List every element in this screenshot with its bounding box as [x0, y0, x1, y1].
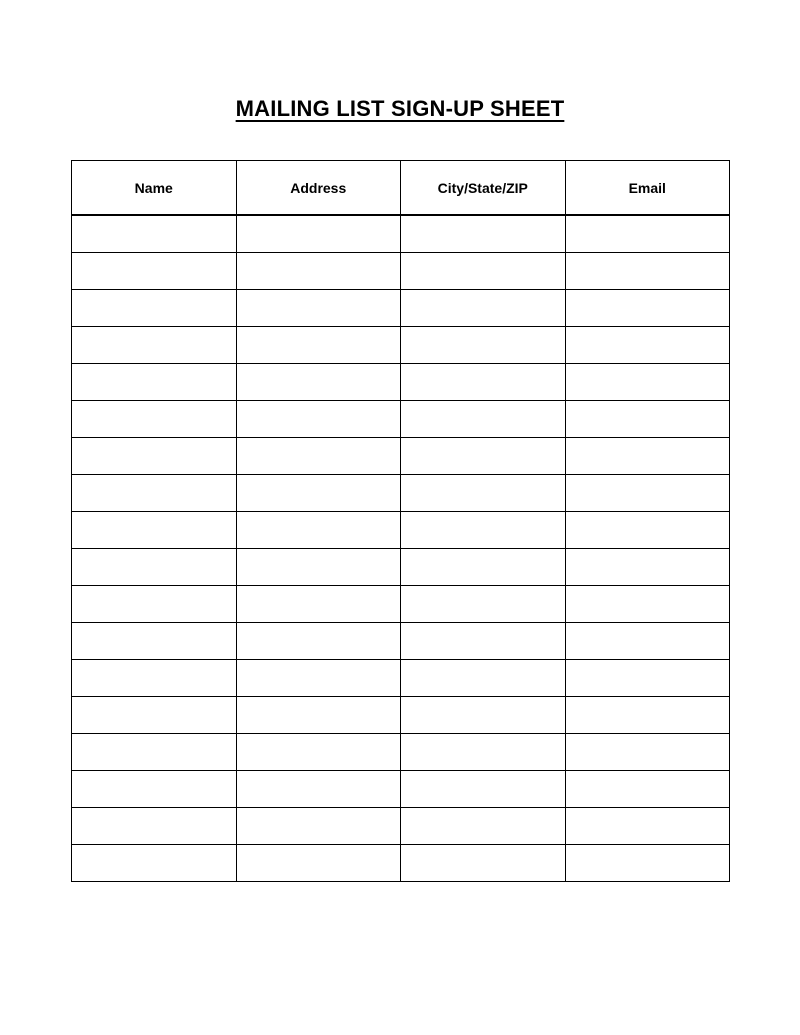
city-state-zip-input[interactable]	[401, 253, 565, 289]
cell-address	[236, 808, 401, 845]
cell-email	[565, 660, 730, 697]
city-state-zip-input[interactable]	[401, 734, 565, 770]
email-input[interactable]	[566, 549, 730, 585]
cell-name	[72, 734, 237, 771]
name-input[interactable]	[72, 771, 236, 807]
table-row	[72, 253, 730, 290]
address-input[interactable]	[237, 549, 401, 585]
address-input[interactable]	[237, 623, 401, 659]
cell-city-state-zip	[401, 438, 566, 475]
email-input[interactable]	[566, 327, 730, 363]
cell-address	[236, 475, 401, 512]
cell-email	[565, 290, 730, 327]
cell-city-state-zip	[401, 808, 566, 845]
cell-email	[565, 697, 730, 734]
cell-address	[236, 623, 401, 660]
city-state-zip-input[interactable]	[401, 475, 565, 511]
cell-city-state-zip	[401, 215, 566, 253]
address-input[interactable]	[237, 808, 401, 844]
cell-city-state-zip	[401, 771, 566, 808]
email-input[interactable]	[566, 808, 730, 844]
address-input[interactable]	[237, 586, 401, 622]
cell-city-state-zip	[401, 327, 566, 364]
cell-name	[72, 660, 237, 697]
cell-city-state-zip	[401, 845, 566, 882]
cell-name	[72, 845, 237, 882]
table-row	[72, 660, 730, 697]
cell-name	[72, 512, 237, 549]
email-input[interactable]	[566, 475, 730, 511]
name-input[interactable]	[72, 734, 236, 770]
email-input[interactable]	[566, 512, 730, 548]
cell-city-state-zip	[401, 364, 566, 401]
column-header-address: Address	[236, 161, 401, 216]
table-row	[72, 512, 730, 549]
name-input[interactable]	[72, 549, 236, 585]
cell-name	[72, 401, 237, 438]
cell-name	[72, 253, 237, 290]
cell-address	[236, 845, 401, 882]
address-input[interactable]	[237, 290, 401, 326]
cell-email	[565, 808, 730, 845]
email-input[interactable]	[566, 734, 730, 770]
table-header-row	[72, 161, 730, 216]
cell-city-state-zip	[401, 512, 566, 549]
table-row	[72, 586, 730, 623]
email-input[interactable]	[566, 660, 730, 696]
email-input[interactable]	[566, 401, 730, 437]
address-input[interactable]	[237, 845, 401, 881]
city-state-zip-input[interactable]	[401, 327, 565, 363]
table-body	[72, 215, 730, 882]
city-state-zip-input[interactable]	[401, 401, 565, 437]
city-state-zip-input[interactable]	[401, 216, 565, 252]
cell-address	[236, 549, 401, 586]
cell-address	[236, 586, 401, 623]
cell-email	[565, 253, 730, 290]
table-row	[72, 327, 730, 364]
table-row	[72, 808, 730, 845]
cell-email	[565, 586, 730, 623]
cell-address	[236, 438, 401, 475]
name-input[interactable]	[72, 216, 236, 252]
city-state-zip-input[interactable]	[401, 364, 565, 400]
cell-city-state-zip	[401, 586, 566, 623]
table-row	[72, 438, 730, 475]
name-input[interactable]	[72, 364, 236, 400]
cell-city-state-zip	[401, 401, 566, 438]
cell-email	[565, 327, 730, 364]
address-input[interactable]	[237, 401, 401, 437]
table-row	[72, 290, 730, 327]
email-input[interactable]	[566, 845, 730, 881]
address-input[interactable]	[237, 771, 401, 807]
cell-email	[565, 475, 730, 512]
address-input[interactable]	[237, 364, 401, 400]
email-input[interactable]	[566, 216, 730, 252]
cell-name	[72, 586, 237, 623]
address-input[interactable]	[237, 660, 401, 696]
cell-address	[236, 327, 401, 364]
table-row	[72, 734, 730, 771]
cell-name	[72, 215, 237, 253]
email-input[interactable]	[566, 438, 730, 474]
table-row	[72, 215, 730, 253]
cell-name	[72, 771, 237, 808]
name-input[interactable]	[72, 401, 236, 437]
cell-address	[236, 253, 401, 290]
city-state-zip-input[interactable]	[401, 290, 565, 326]
cell-address	[236, 215, 401, 253]
table-row	[72, 475, 730, 512]
cell-name	[72, 438, 237, 475]
city-state-zip-input[interactable]	[401, 771, 565, 807]
city-state-zip-input[interactable]	[401, 845, 565, 881]
cell-address	[236, 660, 401, 697]
signup-table	[71, 160, 730, 882]
city-state-zip-input[interactable]	[401, 438, 565, 474]
cell-address	[236, 771, 401, 808]
cell-city-state-zip	[401, 253, 566, 290]
address-input[interactable]	[237, 438, 401, 474]
address-input[interactable]	[237, 253, 401, 289]
cell-city-state-zip	[401, 549, 566, 586]
address-input[interactable]	[237, 697, 401, 733]
email-input[interactable]	[566, 586, 730, 622]
cell-name	[72, 808, 237, 845]
name-input[interactable]	[72, 808, 236, 844]
table-row	[72, 697, 730, 734]
city-state-zip-input[interactable]	[401, 623, 565, 659]
cell-city-state-zip	[401, 475, 566, 512]
email-input[interactable]	[566, 623, 730, 659]
name-input[interactable]	[72, 327, 236, 363]
cell-address	[236, 734, 401, 771]
cell-address	[236, 512, 401, 549]
cell-city-state-zip	[401, 734, 566, 771]
name-input[interactable]	[72, 845, 236, 881]
email-input[interactable]	[566, 697, 730, 733]
cell-email	[565, 215, 730, 253]
cell-name	[72, 327, 237, 364]
table-row	[72, 623, 730, 660]
city-state-zip-input[interactable]	[401, 512, 565, 548]
cell-name	[72, 549, 237, 586]
page-title: MAILING LIST SIGN-UP SHEET	[235, 96, 565, 121]
name-input[interactable]	[72, 475, 236, 511]
email-input[interactable]	[566, 290, 730, 326]
cell-email	[565, 401, 730, 438]
cell-address	[236, 290, 401, 327]
name-input[interactable]	[72, 697, 236, 733]
cell-email	[565, 771, 730, 808]
address-input[interactable]	[237, 327, 401, 363]
cell-email	[565, 512, 730, 549]
address-input[interactable]	[237, 512, 401, 548]
cell-address	[236, 697, 401, 734]
cell-email	[565, 734, 730, 771]
name-input[interactable]	[72, 512, 236, 548]
email-input[interactable]	[566, 364, 730, 400]
cell-email	[565, 623, 730, 660]
column-header-name: Name	[72, 161, 237, 216]
cell-email	[565, 438, 730, 475]
city-state-zip-input[interactable]	[401, 660, 565, 696]
email-input[interactable]	[566, 253, 730, 289]
cell-name	[72, 290, 237, 327]
name-input[interactable]	[72, 660, 236, 696]
column-header-email: Email	[565, 161, 730, 216]
cell-city-state-zip	[401, 660, 566, 697]
city-state-zip-input[interactable]	[401, 808, 565, 844]
city-state-zip-input[interactable]	[401, 697, 565, 733]
table-row	[72, 771, 730, 808]
address-input[interactable]	[237, 734, 401, 770]
name-input[interactable]	[72, 586, 236, 622]
cell-name	[72, 475, 237, 512]
cell-name	[72, 697, 237, 734]
cell-email	[565, 845, 730, 882]
city-state-zip-input[interactable]	[401, 586, 565, 622]
cell-city-state-zip	[401, 290, 566, 327]
cell-city-state-zip	[401, 697, 566, 734]
name-input[interactable]	[72, 290, 236, 326]
name-input[interactable]	[72, 253, 236, 289]
cell-name	[72, 623, 237, 660]
column-header-city-state-zip: City/State/ZIP	[401, 161, 566, 216]
cell-name	[72, 364, 237, 401]
address-input[interactable]	[237, 216, 401, 252]
table-row	[72, 364, 730, 401]
name-input[interactable]	[72, 438, 236, 474]
cell-email	[565, 364, 730, 401]
email-input[interactable]	[566, 771, 730, 807]
name-input[interactable]	[72, 623, 236, 659]
table-row	[72, 845, 730, 882]
address-input[interactable]	[237, 475, 401, 511]
table-row	[72, 549, 730, 586]
cell-email	[565, 549, 730, 586]
cell-city-state-zip	[401, 623, 566, 660]
cell-address	[236, 401, 401, 438]
table-row	[72, 401, 730, 438]
cell-address	[236, 364, 401, 401]
city-state-zip-input[interactable]	[401, 549, 565, 585]
